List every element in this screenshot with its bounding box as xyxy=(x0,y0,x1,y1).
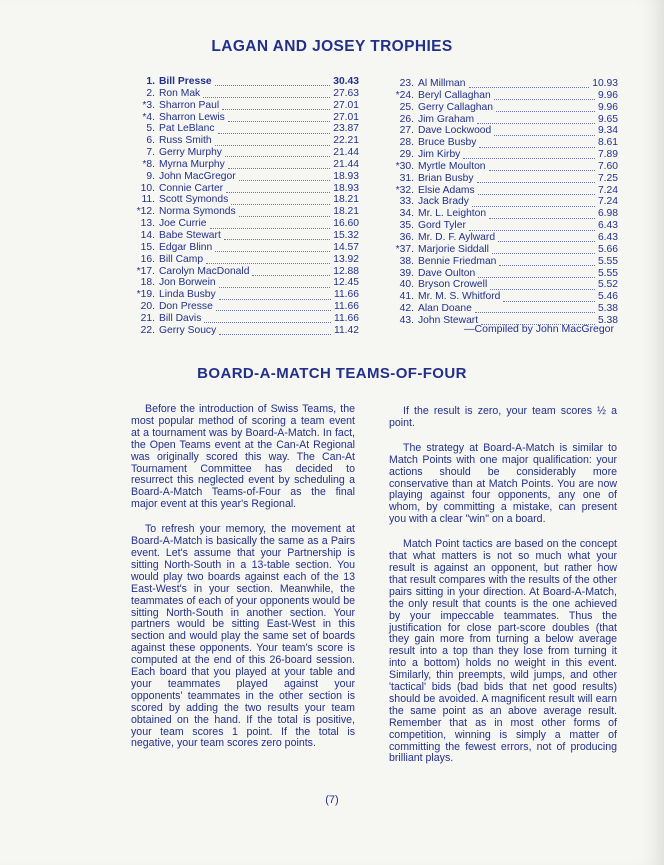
player-score: 6.43 xyxy=(597,231,618,243)
leader-dots xyxy=(215,243,330,252)
standings-row xyxy=(132,313,359,325)
article-paragraph: To refresh your memory, the movement at Board-A-Match is basically the same as a Pairs event. Let's assume that your Partnership is sitting North-South in a 13-table section. You would play two boards against each of the 13 East-West's in your section. Meanwhile, the teammates of each of your opponents would be sitting North-South in another section. Your partners would be sitting East-West in this section and would play the same set of boards against these opponents. Your team's score is computed at the end of this 26-board session. Each board that you played at your table and your teammates played against your opponents' teammates in the other section is scored by adding the two results your team obtained on the hand. If the total is positive, your team scores 1 point. If the total is negative, your team scores zero points. xyxy=(131,523,355,750)
leader-dots xyxy=(498,233,595,242)
standings-row xyxy=(132,266,359,278)
player-name: Norma Symonds xyxy=(159,206,236,218)
player-score: 8.61 xyxy=(597,137,618,149)
standing-rank: 26. xyxy=(399,113,414,125)
leader-dots xyxy=(215,77,331,86)
player-score: 13.92 xyxy=(333,253,359,265)
standing-rank: 43. xyxy=(399,314,414,326)
player-score: 7.89 xyxy=(597,149,618,161)
player-score: 9.96 xyxy=(597,89,618,101)
player-name: Alan Doane xyxy=(418,303,472,315)
player-score: 5.52 xyxy=(597,279,618,291)
player-name: John MacGregor xyxy=(159,170,236,182)
standing-rank: *8. xyxy=(142,158,155,170)
standing-rank: 18. xyxy=(140,277,155,289)
standings-row xyxy=(384,90,618,102)
player-score: 11.42 xyxy=(333,324,359,336)
player-name: Sharron Paul xyxy=(159,99,220,111)
leader-dots xyxy=(469,222,595,231)
standing-rank: 5. xyxy=(146,123,155,135)
standing-rank: 36. xyxy=(399,231,414,243)
standing-rank: 29. xyxy=(399,149,414,161)
standings-row xyxy=(384,149,618,161)
page-number: (7) xyxy=(325,794,339,806)
leader-dots xyxy=(490,281,595,290)
standing-rank: 38. xyxy=(399,255,414,267)
player-name: John Stewart xyxy=(418,314,479,326)
standings-row xyxy=(384,208,618,220)
standings-row xyxy=(384,161,618,173)
standings-row xyxy=(132,183,359,195)
player-score: 21.44 xyxy=(333,158,359,170)
standings-list-left xyxy=(132,76,359,337)
leader-dots xyxy=(494,127,595,136)
leader-dots xyxy=(231,196,330,205)
player-score: 18.21 xyxy=(333,206,359,218)
player-score: 7.24 xyxy=(597,184,618,196)
player-score: 27.63 xyxy=(333,87,359,99)
player-score: 5.46 xyxy=(597,291,618,303)
leader-dots xyxy=(203,89,330,98)
standing-rank: 22. xyxy=(140,324,155,336)
page-title: LAGAN AND JOSEY TROPHIES xyxy=(211,38,453,55)
player-score: 9.65 xyxy=(597,113,618,125)
player-name: Ron Mak xyxy=(159,87,201,99)
standing-rank: *19. xyxy=(136,289,155,301)
player-name: Sharron Lewis xyxy=(159,111,225,123)
standing-rank: 16. xyxy=(140,253,155,265)
leader-dots xyxy=(228,113,330,122)
standings-row xyxy=(132,135,359,147)
player-name: Jack Brady xyxy=(418,196,469,208)
standings-row xyxy=(384,279,618,291)
standing-rank: 28. xyxy=(399,137,414,149)
player-name: Linda Busby xyxy=(159,289,216,301)
standing-rank: *30. xyxy=(395,160,414,172)
player-score: 11.66 xyxy=(333,312,359,324)
leader-dots xyxy=(489,210,595,219)
player-name: Beryl Callaghan xyxy=(418,89,491,101)
standing-rank: *37. xyxy=(395,243,414,255)
player-score: 22.21 xyxy=(333,135,359,147)
standing-rank: 25. xyxy=(399,101,414,113)
leader-dots xyxy=(210,220,331,229)
standing-rank: 34. xyxy=(399,208,414,220)
player-score: 10.93 xyxy=(592,78,618,89)
standing-rank: 7. xyxy=(146,147,155,159)
player-name: Don Presse xyxy=(159,301,213,313)
player-name: Bennie Friedman xyxy=(418,255,497,267)
standings-row xyxy=(384,125,618,137)
player-score: 7.25 xyxy=(597,172,618,184)
player-name: Marjorie Siddall xyxy=(418,243,489,255)
player-score: 9.34 xyxy=(597,125,618,137)
player-score: 11.66 xyxy=(333,301,359,313)
standings-row xyxy=(132,289,359,301)
standing-rank: 21. xyxy=(140,312,155,324)
standing-rank: 40. xyxy=(399,279,414,291)
standings-row xyxy=(132,88,359,100)
compiler-credit: —Compiled by John MacGregor xyxy=(464,323,614,335)
standings-row xyxy=(132,194,359,206)
standing-rank: *3. xyxy=(142,99,155,111)
standing-rank: 31. xyxy=(399,172,414,184)
leader-dots xyxy=(219,326,331,335)
leader-dots xyxy=(489,162,595,171)
player-score: 18.93 xyxy=(333,182,359,194)
standings-row xyxy=(132,112,359,124)
player-score: 6.43 xyxy=(597,220,618,232)
standings-row xyxy=(132,123,359,135)
standings-row xyxy=(132,159,359,171)
player-name: Gerry Soucy xyxy=(159,324,217,336)
standing-rank: 33. xyxy=(399,196,414,208)
player-name: Mr. M. S. Whitford xyxy=(418,291,501,303)
player-name: Carolyn MacDonald xyxy=(159,265,250,277)
player-name: Mr. D. F. Aylward xyxy=(418,231,496,243)
standing-rank: 6. xyxy=(146,135,155,147)
player-score: 5.55 xyxy=(597,255,618,267)
player-score: 5.66 xyxy=(597,243,618,255)
standings-row xyxy=(384,185,618,197)
standing-rank: 10. xyxy=(140,182,155,194)
article-paragraph: Before the introduction of Swiss Teams, the most popular method of scoring a team event at a tournament was by Board-A-Match. In fact, the Open Teams event at the Can-At Regional was originally scored this way. The Can-At Tournament Committee has decided to resurrect this neglected event by scheduling a Board-A-Match Teams-of-Four as the final major event at this year's Regional. xyxy=(131,403,355,511)
standings-row xyxy=(132,277,359,289)
leader-dots xyxy=(463,150,595,159)
leader-dots xyxy=(472,198,595,207)
leader-dots xyxy=(239,208,331,217)
leader-dots xyxy=(252,267,330,276)
player-name: Myrna Murphy xyxy=(159,158,225,170)
leader-dots xyxy=(503,293,595,302)
player-score: 18.21 xyxy=(333,194,359,206)
standing-rank: *17. xyxy=(136,265,155,277)
article-column-right xyxy=(389,406,617,778)
standing-rank: 2. xyxy=(146,87,155,99)
player-name: Brian Busby xyxy=(418,172,474,184)
leader-dots xyxy=(496,103,595,112)
leader-dots xyxy=(218,125,331,134)
player-name: Al Millman xyxy=(418,78,466,89)
player-name: Bryson Crowell xyxy=(418,279,488,291)
leader-dots xyxy=(215,137,331,146)
standings-row xyxy=(132,242,359,254)
player-score: 30.43 xyxy=(333,76,359,87)
standing-rank: *24. xyxy=(395,89,414,101)
standing-rank: 35. xyxy=(399,220,414,232)
player-name: Myrtle Moulton xyxy=(418,160,486,172)
leader-dots xyxy=(206,255,330,264)
standings-list-right xyxy=(384,78,618,327)
standings-row xyxy=(384,196,618,208)
standing-rank: *12. xyxy=(136,206,155,218)
player-score: 15.32 xyxy=(333,229,359,241)
leader-dots xyxy=(494,91,595,100)
standing-rank: 9. xyxy=(146,170,155,182)
player-name: Connie Carter xyxy=(159,182,224,194)
player-name: Jim Kirby xyxy=(418,149,461,161)
leader-dots xyxy=(478,269,595,278)
player-name: Dave Oulton xyxy=(418,267,476,279)
player-name: Jim Graham xyxy=(418,113,475,125)
leader-dots xyxy=(219,291,331,300)
player-score: 12.45 xyxy=(333,277,359,289)
leader-dots xyxy=(224,231,330,240)
player-name: Jon Borwein xyxy=(159,277,216,289)
leader-dots xyxy=(216,302,331,311)
player-name: Babe Stewart xyxy=(159,229,221,241)
leader-dots xyxy=(492,245,595,254)
player-score: 11.66 xyxy=(333,289,359,301)
player-name: Scott Symonds xyxy=(159,194,229,206)
leader-dots xyxy=(499,257,595,266)
player-name: Mr. L. Leighton xyxy=(418,208,487,220)
standing-rank: 11. xyxy=(141,194,155,206)
standing-rank: 14. xyxy=(140,229,155,241)
article-column-left xyxy=(131,404,355,763)
standings-row xyxy=(384,102,618,114)
standings-row xyxy=(384,137,618,149)
player-score: 5.55 xyxy=(597,267,618,279)
leader-dots xyxy=(475,304,595,313)
player-score: 16.60 xyxy=(333,218,359,230)
article-paragraph: If the result is zero, your team scores ½ a point. xyxy=(389,405,617,429)
standing-rank: 15. xyxy=(140,241,155,253)
article-paragraph: The strategy at Board-A-Match is similar to Match Points with one major qualification: your actions should be considerably more conservative than at Match Points. You are now playing against four opponents, any one of whom, by committing a mistake, can present you with a clear "win" on a board. xyxy=(389,441,617,526)
standings-row xyxy=(132,76,359,88)
standing-rank: 39. xyxy=(399,267,414,279)
article-paragraph: Match Point tactics are based on the concept that what matters is not so much what your result is against an opponent, but rather how that result compares with the results of the other pairs sitting in your direction. At Board-A-Match, the only result that counts is the one achieved by your impeccable teammates. Thus the justification for close part-score doubles (that they gain more from turning a below average result into a top than they lose from turning it into a bottom) holds no weight in this event. Similarly, thin preempts, wild jumps, and other 'tactical' bids (bad bids that net good results) should be avoided. A magnificent result will earn the same point as an above average result. Remember that as in most other forms of competition, winning is simply a matter of committing the fewest errors, not of producing brilliant plays. xyxy=(389,538,617,765)
leader-dots xyxy=(204,314,331,323)
standing-rank: 1. xyxy=(146,76,155,87)
player-score: 9.96 xyxy=(597,101,618,113)
player-score: 18.93 xyxy=(333,170,359,182)
standing-rank: 42. xyxy=(399,303,414,315)
standings-row xyxy=(384,244,618,256)
player-name: Bill Presse xyxy=(159,76,212,87)
player-score: 21.44 xyxy=(333,147,359,159)
standings-row xyxy=(132,254,359,266)
leader-dots xyxy=(225,148,330,157)
standing-rank: 20. xyxy=(140,301,155,313)
player-name: Dave Lockwood xyxy=(418,125,492,137)
player-score: 23.87 xyxy=(333,123,359,135)
player-score: 14.57 xyxy=(333,241,359,253)
standings-row xyxy=(384,78,618,90)
leader-dots xyxy=(479,139,595,148)
player-name: Gerry Murphy xyxy=(159,147,222,159)
leader-dots xyxy=(222,101,330,110)
standings-row xyxy=(384,173,618,185)
player-name: Edgar Blinn xyxy=(159,241,213,253)
leader-dots xyxy=(239,172,331,181)
player-score: 5.38 xyxy=(597,303,618,315)
player-score: 27.01 xyxy=(333,99,359,111)
player-score: 6.98 xyxy=(597,208,618,220)
standings-row xyxy=(384,114,618,126)
standings-row xyxy=(132,147,359,159)
player-name: Gord Tyler xyxy=(418,220,466,232)
player-name: Bruce Busby xyxy=(418,137,477,149)
standings-row xyxy=(132,218,359,230)
leader-dots xyxy=(478,186,595,195)
player-name: Elsie Adams xyxy=(418,184,475,196)
standing-rank: 41. xyxy=(399,291,414,303)
standings-row xyxy=(132,171,359,183)
leader-dots xyxy=(228,160,330,169)
player-name: Gerry Callaghan xyxy=(418,101,493,113)
player-name: Pat LeBlanc xyxy=(159,123,215,135)
section-title: BOARD-A-MATCH TEAMS-OF-FOUR xyxy=(197,365,467,382)
player-name: Bill Davis xyxy=(159,312,202,324)
standings-row xyxy=(384,232,618,244)
standings-row xyxy=(384,303,618,315)
player-name: Russ Smith xyxy=(159,135,212,147)
standings-row xyxy=(132,100,359,112)
player-score: 7.60 xyxy=(597,160,618,172)
standing-rank: 23. xyxy=(399,78,414,89)
standings-row xyxy=(132,230,359,242)
player-name: Bill Camp xyxy=(159,253,204,265)
leader-dots xyxy=(477,115,595,124)
leader-dots xyxy=(219,279,331,288)
standing-rank: 13. xyxy=(140,218,155,230)
standing-rank: *4. xyxy=(142,111,155,123)
leader-dots xyxy=(469,79,590,88)
standings-row xyxy=(384,268,618,280)
player-score: 7.24 xyxy=(597,196,618,208)
standings-row xyxy=(132,301,359,313)
player-score: 5.38 xyxy=(597,314,618,326)
player-score: 27.01 xyxy=(333,111,359,123)
standings-row xyxy=(132,206,359,218)
standings-row xyxy=(384,291,618,303)
standing-rank: *32. xyxy=(395,184,414,196)
player-name: Joe Currie xyxy=(159,218,207,230)
leader-dots xyxy=(226,184,330,193)
leader-dots xyxy=(477,174,595,183)
standings-row xyxy=(132,325,359,337)
player-score: 12.88 xyxy=(333,265,359,277)
standing-rank: 27. xyxy=(399,125,414,137)
standings-row xyxy=(384,256,618,268)
standings-row xyxy=(384,220,618,232)
